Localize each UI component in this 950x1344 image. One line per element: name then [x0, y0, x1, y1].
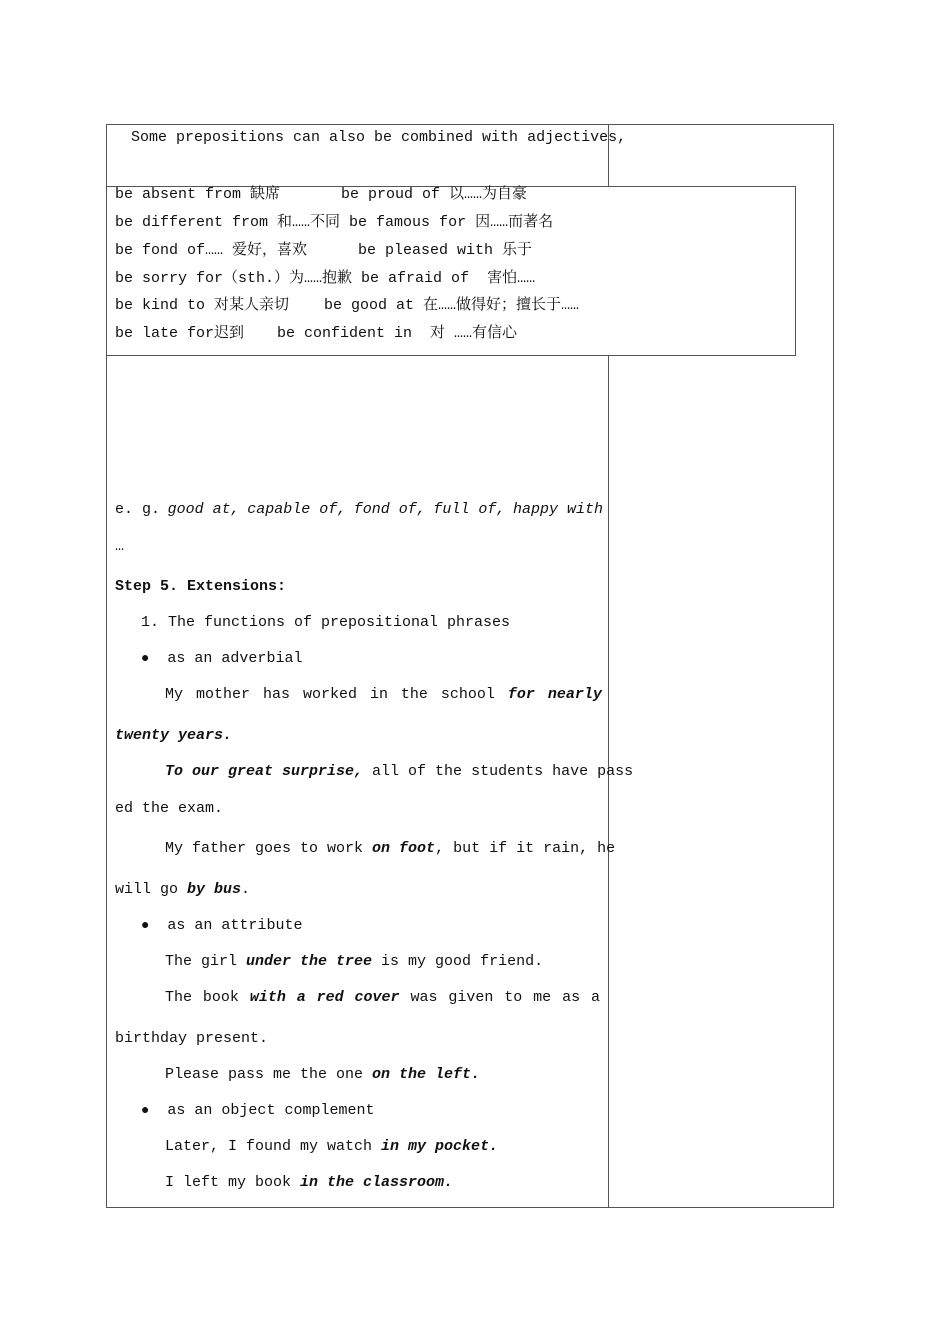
phrase-row: be good at 在……做得好；擅长于…… [324, 297, 580, 314]
phrase-row: be absent from 缺席 [115, 186, 281, 203]
phrase-row: be confident in 对 ……有信心 [277, 325, 518, 342]
bullet-adverbial: ● as an adverbial [141, 650, 303, 667]
attribute-sentence-2: The book with a red cover was given to me as a [165, 989, 600, 1006]
attribute-sentence-3: Please pass me the one on the left. [165, 1066, 481, 1083]
example-line: e. g. good at, capable of, fond of, full of, happy with [115, 501, 603, 518]
bullet-icon: ● [141, 651, 150, 667]
phrase-row: be late for迟到 [115, 325, 245, 342]
bullet-icon: ● [141, 918, 150, 934]
step5-subheading: 1. The functions of prepositional phrases [141, 614, 511, 631]
phrase-row: be fond of…… 爱好，喜欢 [115, 242, 308, 259]
adverbial-sentence-3: My father goes to work on foot, but if it rain, he [165, 840, 616, 857]
phrase-row: be kind to 对某人亲切 [115, 297, 290, 314]
bullet-complement: ● as an object complement [141, 1102, 375, 1119]
adverbial-sentence-2-cont: ed the exam. [115, 800, 224, 817]
bullet-icon: ● [141, 1103, 150, 1119]
adverbial-sentence-3-cont: will go by bus. [115, 881, 251, 898]
step5-heading: Step 5. Extensions: [115, 578, 287, 595]
phrase-row: be pleased with 乐于 [358, 242, 533, 259]
table-column-divider [608, 355, 609, 1208]
bullet-attribute: ● as an attribute [141, 917, 303, 934]
attribute-sentence-1: The girl under the tree is my good friend. [165, 953, 544, 970]
phrase-row: be sorry for（sth.）为……抱歉 be afraid of 害怕…… [115, 270, 536, 287]
phrase-row: be proud of 以……为自豪 [341, 186, 528, 203]
intro-text: Some prepositions can also be combined with adjectives, [131, 129, 627, 146]
adverbial-sentence-2: To our great surprise, all of the students have pass [165, 763, 634, 780]
adverbial-sentence-1-cont: twenty years. [115, 727, 233, 744]
phrase-row: be different from 和……不同 be famous for 因……而著名 [115, 214, 554, 231]
complement-sentence-1: Later, I found my watch in my pocket. [165, 1138, 499, 1155]
attribute-sentence-2-cont: birthday present. [115, 1030, 269, 1047]
adverbial-sentence-1: My mother has worked in the school for nearly [165, 686, 602, 703]
complement-sentence-2: I left my book in the classroom. [165, 1174, 454, 1191]
example-ellipsis: … [115, 538, 125, 555]
